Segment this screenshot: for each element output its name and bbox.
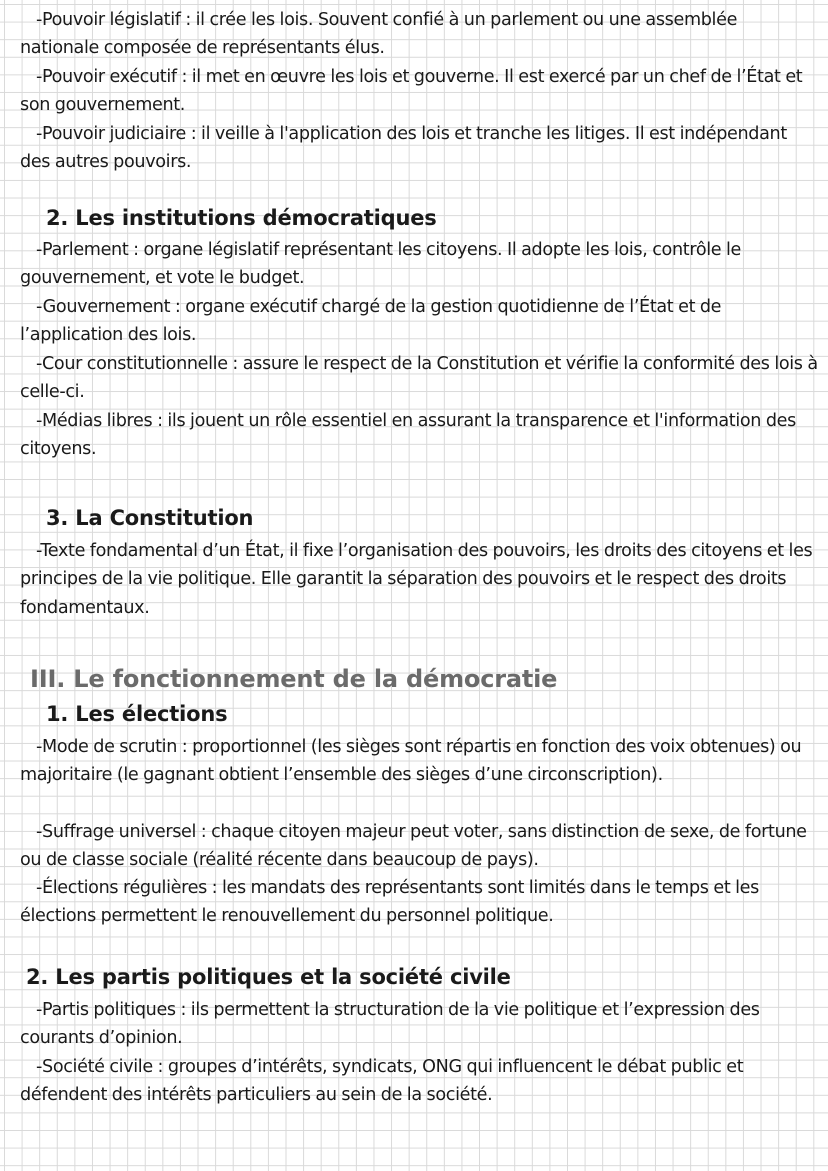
paragraph-partis-politiques: -Partis politiques : ils permettent la structuration de la vie politique et l’expression des courants d’opinion. bbox=[20, 1000, 760, 1049]
paragraph-pouvoir-judiciaire: -Pouvoir judiciaire : il veille à l'application des lois et tranche les litiges. Il est indépendant des autres pouvoirs. bbox=[20, 124, 787, 173]
paragraph-texte-fondamental: -Texte fondamental d’un État, il fixe l’organisation des pouvoirs, les droits des citoyens et les principes de la vie politique. Elle garantit la séparation des pouvoirs et le respect des droits fondamentaux. bbox=[20, 541, 813, 618]
paragraph-medias-libres: -Médias libres : ils jouent un rôle essentiel en assurant la transparence et l'information des citoyens. bbox=[20, 411, 796, 460]
paragraph-suffrage-universel: -Suffrage universel : chaque citoyen majeur peut voter, sans distinction de sexe, de fortune ou de classe sociale (réalité récente dans beaucoup de pays). bbox=[20, 822, 807, 871]
paragraph-gouvernement: -Gouvernement : organe exécutif chargé de la gestion quotidienne de l’État et de l’application des lois. bbox=[20, 297, 722, 346]
section-title-constitution: 3. La Constitution bbox=[46, 506, 254, 530]
paragraph-pouvoir-legislatif: -Pouvoir législatif : il crée les lois. Souvent confié à un parlement ou une assemblée nationale composée de représentants élus. bbox=[20, 10, 738, 59]
section-title-institutions: 2. Les institutions démocratiques bbox=[46, 206, 437, 230]
section-title-partis: 2. Les partis politiques et la société civile bbox=[26, 965, 511, 989]
paragraph-cour-constitutionnelle: -Cour constitutionnelle : assure le respect de la Constitution et vérifie la conformité des lois à celle-ci. bbox=[20, 354, 818, 403]
paragraph-pouvoir-executif: -Pouvoir exécutif : il met en œuvre les lois et gouverne. Il est exercé par un chef de l’État et son gouvernement. bbox=[20, 67, 803, 116]
paragraph-societe-civile: -Société civile : groupes d’intérêts, syndicats, ONG qui influencent le débat public et défendent des intérêts particuliers au sein de la société. bbox=[20, 1057, 744, 1106]
paragraph-mode-de-scrutin: -Mode de scrutin : proportionnel (les sièges sont répartis en fonction des voix obtenues) ou majoritaire (le gagnant obtient l’ensemble des sièges d’une circonscription). bbox=[20, 737, 802, 786]
paragraph-elections-regulieres: -Élections régulières : les mandats des représentants sont limités dans le temps et les élections permettent le renouvellement du personnel politique. bbox=[20, 878, 759, 927]
section-title-elections: 1. Les élections bbox=[46, 702, 228, 726]
paragraph-parlement: -Parlement : organe législatif représentant les citoyens. Il adopte les lois, contrôle le gouvernement, et vote le budget. bbox=[20, 240, 742, 289]
part-title-fonctionnement: III. Le fonctionnement de la démocratie bbox=[30, 665, 558, 693]
